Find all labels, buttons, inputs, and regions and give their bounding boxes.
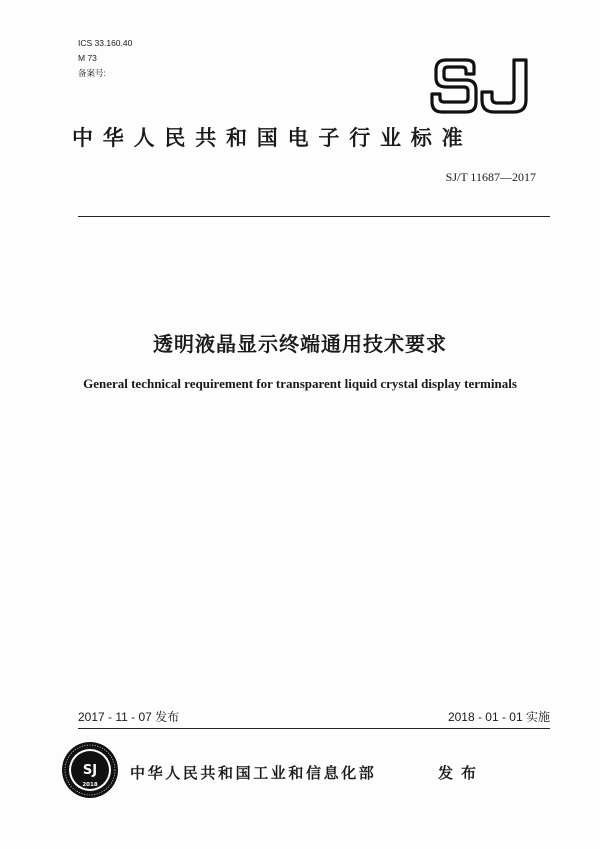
seal-text: SJ — [82, 763, 98, 778]
title-chinese: 透明液晶显示终端通用技术要求 — [153, 332, 447, 356]
publish-label: 发布 — [438, 764, 485, 782]
seal-icon — [60, 740, 120, 800]
meta-block — [78, 36, 132, 81]
issue-date: 2017 - 11 - 07 发布 — [78, 710, 180, 724]
header-divider — [78, 216, 550, 217]
record-number-label: 备案号: — [78, 68, 106, 78]
class-code: M 73 — [78, 53, 97, 63]
implementation-date: 2018 - 01 - 01 实施 — [447, 710, 550, 724]
ics-code: ICS 33.160.40 — [78, 38, 133, 48]
standards-seal — [60, 740, 120, 800]
standard-number: SJ/T 11687—2017 — [445, 170, 536, 184]
issuing-authority: 中华人民共和国工业和信息化部 — [130, 764, 377, 782]
footer-divider — [78, 728, 550, 729]
title-english: General technical requirement for transparent liquid crystal display terminals — [83, 376, 517, 391]
seal-year: 2018 — [82, 782, 98, 788]
standard-type-heading: 中华人民共和国电子行业标准 — [72, 126, 473, 150]
sj-logo — [430, 56, 530, 116]
sj-logo-icon — [430, 56, 530, 116]
